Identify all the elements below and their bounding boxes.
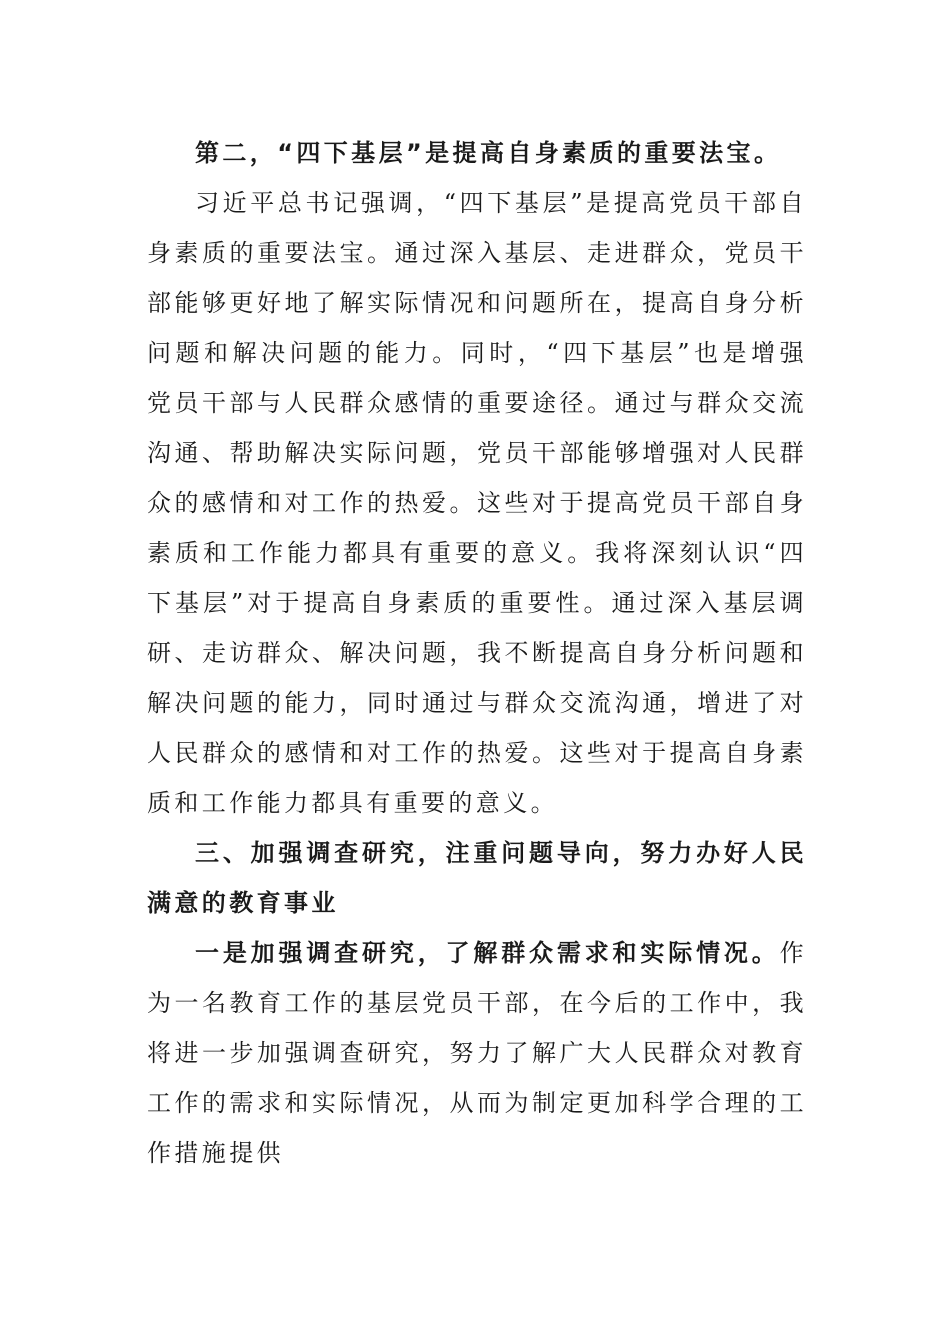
paragraph-body-text: 作为一名教育工作的基层党员干部，在今后的工作中，我将进一步加强调查研究，努力了解广大人民群众对教育工作的需求和实际情况，从而为制定更加科学合理的工作措施提供 xyxy=(147,939,807,1167)
paragraph-four-down-grassroots: 习近平总书记强调，“四下基层”是提高党员干部自身素质的重要法宝。通过深入基层、走进群众，党员干部能够更好地了解实际情况和问题所在，提高自身分析问题和解决问题的能力。同时，“四下基层”也是增强党员干部与人民群众感情的重要途径。通过与群众交流沟通、帮助解决实际问题，党员干部能够增强对人民群众的感情和对工作的热爱。这些对于提高党员干部自身素质和工作能力都具有重要的意义。我将深刻认识“四下基层”对于提高自身素质的重要性。通过深入基层调研、走访群众、解决问题，我不断提高自身分析问题和解决问题的能力，同时通过与群众交流沟通，增进了对人民群众的感情和对工作的热爱。这些对于提高自身素质和工作能力都具有重要的意义。 xyxy=(147,189,807,817)
paragraph-research xyxy=(147,928,807,1178)
paragraph-lead-bold: 一是加强调查研究，了解群众需求和实际情况。 xyxy=(195,939,780,967)
section-heading-second: 第二，“四下基层”是提高自身素质的重要法宝。 xyxy=(195,139,782,167)
document-body xyxy=(147,128,807,1178)
section-heading-three: 三、加强调查研究，注重问题导向，努力办好人民满意的教育事业 xyxy=(147,839,807,917)
